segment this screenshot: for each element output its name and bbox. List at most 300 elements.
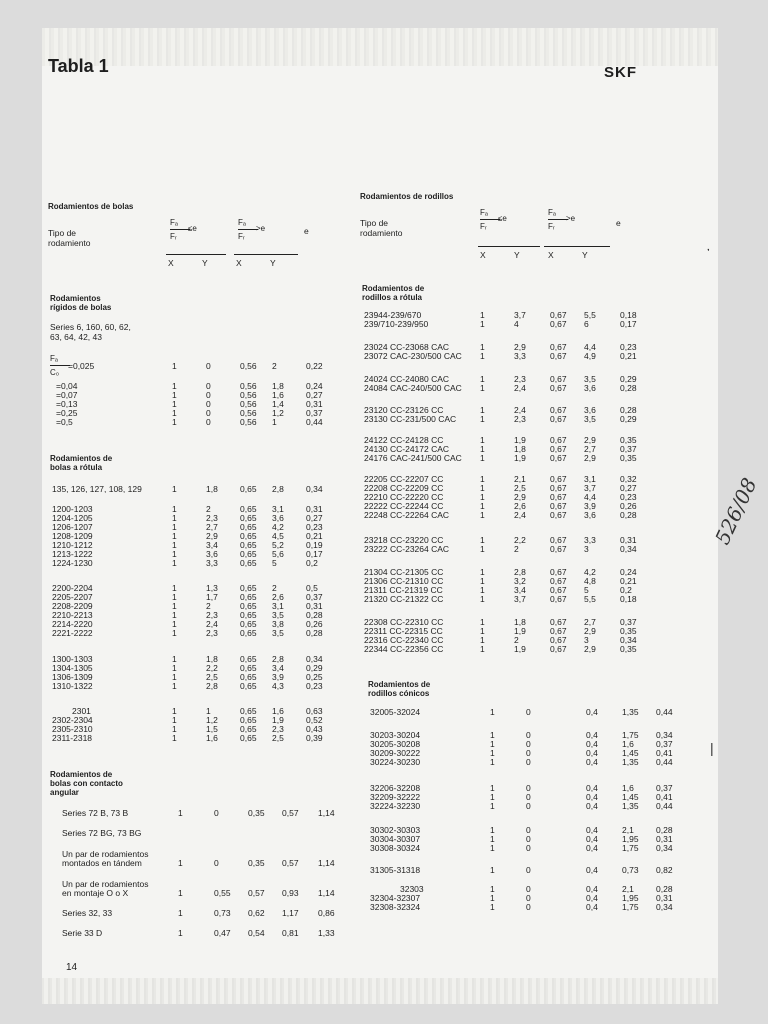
scan-noise-bottom (42, 978, 718, 1004)
spherical-roller-cell: 2,9 (584, 453, 596, 463)
spherical-roller-cell: 1 (480, 483, 485, 493)
spherical-roller-row-label: 22208 CC-22209 CC (364, 483, 444, 493)
spherical-roller-cell: 0,21 (620, 351, 637, 361)
angular-cell: 1 (178, 858, 183, 868)
self-aligning-cell: 1 (172, 558, 177, 568)
page-number: 14 (66, 962, 78, 973)
tapered-roller-cell: 0,4 (586, 825, 598, 835)
spherical-roller-cell: 0,28 (620, 405, 637, 415)
spherical-roller-cell: 0,67 (550, 585, 567, 595)
edge-mark-1: ᾿ (706, 246, 711, 262)
right-ratio-le: Fₐ ≤e Fᵣ (480, 208, 507, 231)
self-aligning-row-label: 2305-2310 (52, 724, 93, 734)
spherical-roller-row-label: 21320 CC-21322 CC (364, 594, 444, 604)
spherical-roller-cell: 1 (480, 414, 485, 424)
self-aligning-cell: 1 (172, 522, 177, 532)
spherical-roller-cell: 0,29 (620, 374, 637, 384)
tapered-roller-cell: 1,35 (622, 801, 639, 811)
self-aligning-cell: 1,5 (206, 724, 218, 734)
tapered-roller-cell: 0,4 (586, 834, 598, 844)
spherical-roller-cell: 4,2 (584, 567, 596, 577)
tapered-roller-cell: 0 (526, 893, 531, 903)
self-aligning-row-label: 135, 126, 127, 108, 129 (52, 484, 142, 494)
spherical-roller-cell: 1 (480, 444, 485, 454)
rigid-row-label: =0,13 (56, 399, 78, 409)
self-aligning-cell: 1 (172, 733, 177, 743)
tapered-roller-cell: 1,95 (622, 834, 639, 844)
self-aligning-cell: 3,6 (206, 549, 218, 559)
spherical-roller-cell: 2,6 (514, 501, 526, 511)
self-aligning-cell: 0,19 (306, 540, 323, 550)
tapered-roller-row-label: 32209-32222 (370, 792, 421, 802)
tapered-roller-cell: 1,45 (622, 792, 639, 802)
spherical-roller-row-label: 23222 CC-23264 CAC (364, 544, 450, 554)
spherical-roller-row-label: 23944-239/670 (364, 310, 422, 320)
tapered-roller-cell: 0,4 (586, 757, 598, 767)
self-aligning-cell: 0,65 (240, 522, 257, 532)
angular-cell: 1 (178, 928, 183, 938)
rigid-cell: 0 (206, 381, 211, 391)
tapered-roller-cell: 0,4 (586, 707, 598, 717)
self-aligning-cell: 1,2 (206, 715, 218, 725)
spherical-roller-cell: 2,9 (514, 492, 526, 502)
self-aligning-cell: 1,8 (206, 484, 218, 494)
tapered-roller-row-label: 30224-30230 (370, 757, 421, 767)
rigid-cell: 0,24 (306, 381, 323, 391)
spherical-roller-cell: 1 (480, 374, 485, 384)
self-aligning-cell: 1 (172, 663, 177, 673)
rigid-cell: 0,22 (306, 361, 323, 371)
tapered-roller-cell: 0,4 (586, 865, 598, 875)
self-aligning-cell: 0,65 (240, 513, 257, 523)
spherical-roller-cell: 0,28 (620, 383, 637, 393)
self-aligning-cell: 2,8 (272, 654, 284, 664)
spherical-roller-cell: 4 (514, 319, 519, 329)
spherical-roller-cell: 1 (480, 567, 485, 577)
self-aligning-cell: 0,23 (306, 681, 323, 691)
right-type-label: Tipo de rodamiento (360, 218, 403, 238)
tapered-roller-row (42, 708, 718, 717)
rigid-cell: 0 (206, 408, 211, 418)
spherical-roller-cell: 3,7 (514, 594, 526, 604)
self-aligning-cell: 1 (172, 654, 177, 664)
spherical-roller-row (42, 511, 718, 520)
right-rule-2 (544, 246, 610, 247)
spherical-roller-cell: 1 (480, 585, 485, 595)
spherical-roller-row (42, 545, 718, 554)
tapered-roller-cell: 0 (526, 757, 531, 767)
self-aligning-cell: 0,21 (306, 531, 323, 541)
tapered-roller-cell: 0,4 (586, 884, 598, 894)
angular-row-label: Series 32, 33 (62, 908, 113, 918)
spherical-roller-cell: 0,67 (550, 492, 567, 502)
tapered-roller-cell: 1 (490, 893, 495, 903)
self-aligning-cell: 5 (272, 558, 277, 568)
tapered-roller-row-label: 30209-30222 (370, 748, 421, 758)
right-rule-1 (478, 246, 540, 247)
spherical-roller-row (42, 592, 718, 604)
spherical-roller-row-label: 24084 CAC-240/500 CAC (364, 383, 462, 393)
self-aligning-cell: 1 (172, 484, 177, 494)
spherical-roller-cell: 0,21 (620, 576, 637, 586)
tapered-roller-cell: 0,82 (656, 865, 673, 875)
spherical-roller-cell: 3,5 (584, 374, 596, 384)
self-aligning-cell: 2,3 (206, 628, 218, 638)
angular-cell: 0,55 (214, 888, 231, 898)
spherical-roller-cell: 0,37 (620, 617, 637, 627)
spherical-roller-cell: 0,67 (550, 594, 567, 604)
angular-cell: 0 (214, 858, 219, 868)
spherical-roller-cell: 1 (480, 474, 485, 484)
self-aligning-cell: 0,65 (240, 610, 257, 620)
ratio-denominator: C₀ (50, 368, 60, 377)
spherical-roller-row-label: 239/710-239/950 (364, 319, 429, 329)
angular-cell: 1 (178, 888, 183, 898)
self-aligning-cell: 2,9 (206, 531, 218, 541)
tapered-roller-cell: 1,35 (622, 757, 639, 767)
angular-row-label: Un par de rodamientos (62, 849, 149, 859)
spherical-roller-cell: 5 (584, 585, 589, 595)
self-aligning-row-label: 1204-1205 (52, 513, 93, 523)
tapered-roller-cell: 1 (490, 730, 495, 740)
tapered-roller-cell: 1 (490, 792, 495, 802)
angular-cell: 0,57 (282, 858, 299, 868)
spherical-roller-cell: 1 (480, 626, 485, 636)
spherical-roller-row-label: 22344 CC-22356 CC (364, 644, 444, 654)
angular-cell: 0 (214, 808, 219, 818)
self-aligning-cell: 0,25 (306, 672, 323, 682)
spherical-roller-cell: 1 (480, 635, 485, 645)
tapered-roller-row-label: 31305-31318 (370, 865, 421, 875)
rigid-cell: 1,2 (272, 408, 284, 418)
spherical-roller-cell: 2,4 (514, 405, 526, 415)
rigid-cell: 0,56 (240, 417, 257, 427)
self-aligning-cell: 1 (172, 549, 177, 559)
spherical-roller-cell: 3,9 (584, 501, 596, 511)
self-aligning-cell: 0,28 (306, 610, 323, 620)
tapered-roller-cell: 0 (526, 707, 531, 717)
tapered-roller-cell: 1 (490, 902, 495, 912)
tapered-roller-cell: 0,31 (656, 834, 673, 844)
tapered-roller-cell: 0,44 (656, 801, 673, 811)
spherical-roller-cell: 0,67 (550, 544, 567, 554)
spherical-roller-row-label: 24024 CC-24080 CAC (364, 374, 450, 384)
spherical-roller-cell: 3,6 (584, 405, 596, 415)
rigid-cell: 1 (172, 390, 177, 400)
self-aligning-row-label: 2205-2207 (52, 592, 93, 602)
tapered-roller-cell: 0,37 (656, 783, 673, 793)
spherical-roller-cell: 0,67 (550, 405, 567, 415)
tapered-roller-cell: 1,75 (622, 902, 639, 912)
tapered-roller-cell: 0,44 (656, 757, 673, 767)
self-aligning-cell: 2,5 (206, 672, 218, 682)
self-aligning-cell: 0,65 (240, 733, 257, 743)
self-aligning-cell: 2,8 (206, 681, 218, 691)
rigid-cell: 0 (206, 390, 211, 400)
tapered-roller-cell: 0,4 (586, 730, 598, 740)
tapered-roller-row-label: 30302-30303 (370, 825, 421, 835)
tapered-roller-row (42, 758, 718, 767)
tapered-roller-cell: 2,1 (622, 884, 634, 894)
self-aligning-cell: 2,3 (206, 610, 218, 620)
spherical-roller-cell: 0,67 (550, 535, 567, 545)
spherical-roller-cell: 0,67 (550, 351, 567, 361)
self-aligning-cell: 1 (172, 681, 177, 691)
left-heading: Rodamientos de bolas (48, 202, 134, 211)
self-aligning-row-label: 1310-1322 (52, 681, 93, 691)
tapered-roller-cell: 1,6 (622, 739, 634, 749)
spherical-roller-cell: 0,35 (620, 626, 637, 636)
rigid-row-label: =0,025 (68, 361, 95, 371)
self-aligning-cell: 1 (172, 715, 177, 725)
self-aligning-cell: 2,3 (272, 724, 284, 734)
self-aligning-cell: 0,23 (306, 522, 323, 532)
tapered-roller-cell: 0 (526, 739, 531, 749)
angular-cell: 0,62 (248, 908, 265, 918)
self-aligning-cell: 0,65 (240, 549, 257, 559)
left-rule-2 (234, 254, 298, 255)
self-aligning-cell: 0,65 (240, 583, 257, 593)
spherical-roller-cell: 0,67 (550, 474, 567, 484)
rigid-cell: 0,37 (306, 408, 323, 418)
tapered-roller-cell: 1,75 (622, 843, 639, 853)
self-aligning-row-label: 1200-1203 (52, 504, 93, 514)
rigid-cell: 1,6 (272, 390, 284, 400)
tapered-roller-cell: 0 (526, 748, 531, 758)
spherical-roller-row-label: 22316 CC-22340 CC (364, 635, 444, 645)
tapered-roller-cell: 2,1 (622, 825, 634, 835)
spherical-roller-cell: 3,1 (584, 474, 596, 484)
spherical-roller-cell: 2,3 (514, 374, 526, 384)
left-type-label: Tipo de rodamiento (48, 228, 91, 248)
angular-cell: 0,35 (248, 808, 265, 818)
spherical-roller-cell: 0,34 (620, 635, 637, 645)
tapered-roller-row-label: 32303 (400, 884, 424, 894)
spherical-roller-cell: 1 (480, 453, 485, 463)
spherical-roller-cell: 3,3 (584, 535, 596, 545)
self-aligning-cell: 0,65 (240, 531, 257, 541)
section-title-self-aligning: Rodamientos de bolas a rótula (50, 454, 113, 472)
tapered-roller-cell: 0,28 (656, 825, 673, 835)
self-aligning-row-label: 1300-1303 (52, 654, 93, 664)
spherical-roller-cell: 0,67 (550, 635, 567, 645)
tapered-roller-cell: 1,75 (622, 730, 639, 740)
angular-cell: 1 (178, 808, 183, 818)
spherical-roller-cell: 0,23 (620, 492, 637, 502)
rigid-row-label: =0,25 (56, 408, 78, 418)
self-aligning-cell: 1 (172, 513, 177, 523)
tapered-roller-cell: 0,4 (586, 893, 598, 903)
spherical-roller-row (42, 381, 718, 393)
tapered-roller-row (42, 802, 718, 811)
left-e-header: e (304, 226, 309, 236)
tapered-roller-cell: 1 (490, 801, 495, 811)
spherical-roller-cell: 2,9 (584, 626, 596, 636)
spherical-roller-cell: 4,4 (584, 492, 596, 502)
self-aligning-cell: 3,4 (206, 540, 218, 550)
self-aligning-cell: 0,28 (306, 628, 323, 638)
spherical-roller-cell: 0,37 (620, 444, 637, 454)
self-aligning-cell: 2,6 (272, 592, 284, 602)
tapered-roller-row (42, 903, 718, 912)
tapered-roller-row-label: 32308-32324 (370, 902, 421, 912)
spherical-roller-cell: 3,3 (514, 351, 526, 361)
spherical-roller-cell: 0,67 (550, 435, 567, 445)
spherical-roller-cell: 0,26 (620, 501, 637, 511)
spherical-roller-cell: 3 (584, 635, 589, 645)
spherical-roller-cell: 5,5 (584, 594, 596, 604)
spherical-roller-cell: 1,9 (514, 626, 526, 636)
series-intro: Series 6, 160, 60, 62, 63, 64, 42, 43 (50, 322, 131, 342)
self-aligning-cell: 1,6 (272, 706, 284, 716)
spherical-roller-cell: 3,6 (584, 383, 596, 393)
spherical-roller-cell: 1 (480, 351, 485, 361)
spherical-roller-cell: 0,67 (550, 310, 567, 320)
spherical-roller-cell: 1 (480, 510, 485, 520)
self-aligning-cell: 3,1 (272, 504, 284, 514)
spherical-roller-cell: 0,27 (620, 483, 637, 493)
spherical-roller-row-label: 24176 CAC-241/500 CAC (364, 453, 462, 463)
spherical-roller-cell: 6 (584, 319, 589, 329)
tapered-roller-cell: 0 (526, 801, 531, 811)
self-aligning-cell: 0,34 (306, 484, 323, 494)
left-ratio-gt: Fₐ >e Fᵣ (238, 218, 266, 241)
spherical-roller-cell: 0,67 (550, 644, 567, 654)
right-x-header-1: X (480, 250, 486, 260)
self-aligning-cell: 0,65 (240, 654, 257, 664)
angular-cell: 1,33 (318, 928, 335, 938)
spherical-roller-row (42, 454, 718, 463)
spherical-roller-cell: 1 (480, 501, 485, 511)
tapered-roller-cell: 0,4 (586, 739, 598, 749)
self-aligning-cell: 1,3 (206, 583, 218, 593)
left-rule-1 (166, 254, 226, 255)
self-aligning-cell: 0,31 (306, 504, 323, 514)
right-heading: Rodamientos de rodillos (360, 192, 454, 201)
spherical-roller-cell: 3,7 (514, 310, 526, 320)
angular-row-label: Series 72 B, 73 B (62, 808, 129, 818)
self-aligning-row-label: 1213-1222 (52, 549, 93, 559)
tapered-roller-cell: 0,4 (586, 843, 598, 853)
right-y-header-2: Y (582, 250, 588, 260)
self-aligning-cell: 0,65 (240, 504, 257, 514)
spherical-roller-cell: 1,8 (514, 617, 526, 627)
spherical-roller-row (42, 645, 718, 654)
spherical-roller-cell: 2,3 (514, 414, 526, 424)
self-aligning-cell: 1 (172, 706, 177, 716)
self-aligning-cell: 0,65 (240, 672, 257, 682)
left-x-header-1: X (168, 258, 174, 268)
spherical-roller-cell: 0,67 (550, 453, 567, 463)
left-y-header-2: Y (270, 258, 276, 268)
spherical-roller-row-label: 23072 CAC-230/500 CAC (364, 351, 462, 361)
left-ratio-le: Fₐ ≤e Fᵣ (170, 218, 197, 241)
spherical-roller-cell: 2,2 (514, 535, 526, 545)
tapered-roller-cell: 0,4 (586, 748, 598, 758)
tapered-roller-cell: 0,31 (656, 893, 673, 903)
self-aligning-row-label: 2302-2304 (52, 715, 93, 725)
tapered-roller-row (42, 844, 718, 853)
angular-cell: 1,14 (318, 888, 335, 898)
spherical-roller-row-label: 23130 CC-231/500 CAC (364, 414, 457, 424)
self-aligning-row-label: 1224-1230 (52, 558, 93, 568)
self-aligning-cell: 3,3 (206, 558, 218, 568)
angular-cell: 0,86 (318, 908, 335, 918)
spherical-roller-cell: 1,8 (514, 444, 526, 454)
spherical-roller-row-label: 23120 CC-23126 CC (364, 405, 444, 415)
spherical-roller-cell: 1 (480, 319, 485, 329)
tapered-roller-cell: 0,4 (586, 792, 598, 802)
spherical-roller-cell: 0,2 (620, 585, 632, 595)
self-aligning-cell: 3,9 (272, 672, 284, 682)
spherical-roller-cell: 2 (514, 635, 519, 645)
self-aligning-cell: 1,6 (206, 733, 218, 743)
self-aligning-cell: 1,8 (206, 654, 218, 664)
self-aligning-cell: 0,65 (240, 706, 257, 716)
rigid-cell: 0,56 (240, 361, 257, 371)
page-title: Tabla 1 (48, 56, 109, 76)
self-aligning-cell: 0,2 (306, 558, 318, 568)
self-aligning-cell: 0,27 (306, 513, 323, 523)
self-aligning-row-label: 1206-1207 (52, 522, 93, 532)
tapered-roller-cell: 0,44 (656, 707, 673, 717)
spherical-roller-cell: 2,9 (584, 644, 596, 654)
spherical-roller-cell: 0,67 (550, 383, 567, 393)
angular-row-label: montados en tándem (62, 858, 142, 868)
spherical-roller-cell: 1 (480, 576, 485, 586)
spherical-roller-cell: 0,67 (550, 374, 567, 384)
spherical-roller-cell: 0,67 (550, 617, 567, 627)
rigid-cell: 0,56 (240, 399, 257, 409)
spherical-roller-cell: 3,6 (584, 510, 596, 520)
spherical-roller-cell: 0,67 (550, 576, 567, 586)
self-aligning-cell: 0,65 (240, 558, 257, 568)
rigid-cell: 2 (272, 361, 277, 371)
spherical-roller-cell: 2,4 (514, 383, 526, 393)
tapered-roller-cell: 0,41 (656, 748, 673, 758)
spherical-roller-cell: 1 (480, 435, 485, 445)
self-aligning-cell: 0,65 (240, 681, 257, 691)
tapered-roller-cell: 1 (490, 865, 495, 875)
section-title-spherical-roller: Rodamientos de rodillos a rótula (362, 284, 425, 302)
section-title-tapered-roller: Rodamientos de rodillos cónicos (368, 680, 431, 698)
tapered-roller-cell: 0 (526, 783, 531, 793)
angular-cell: 0,73 (214, 908, 231, 918)
spherical-roller-cell: 0,32 (620, 474, 637, 484)
self-aligning-cell: 0,34 (306, 654, 323, 664)
self-aligning-cell: 0,5 (306, 583, 318, 593)
tapered-roller-cell: 1 (490, 757, 495, 767)
spherical-roller-cell: 0,35 (620, 453, 637, 463)
self-aligning-row-label: 1304-1305 (52, 663, 93, 673)
ratio-numerator: Fₐ (50, 354, 58, 363)
self-aligning-cell: 1 (172, 504, 177, 514)
spherical-roller-cell: 1 (480, 617, 485, 627)
spherical-roller-cell: 0,23 (620, 342, 637, 352)
self-aligning-cell: 0,65 (240, 715, 257, 725)
tapered-roller-cell: 0 (526, 825, 531, 835)
angular-row-label: en montaje O o X (62, 888, 129, 898)
tapered-roller-cell: 1 (490, 834, 495, 844)
tapered-roller-row-label: 32206-32208 (370, 783, 421, 793)
tapered-roller-cell: 0,4 (586, 783, 598, 793)
tapered-roller-cell: 1 (490, 739, 495, 749)
self-aligning-cell: 2,8 (272, 484, 284, 494)
section-title-angular: Rodamientos de bolas con contacto angular (50, 770, 123, 797)
spherical-roller-cell: 0,35 (620, 644, 637, 654)
self-aligning-cell: 4,5 (272, 531, 284, 541)
right-e-header: e (616, 218, 621, 228)
